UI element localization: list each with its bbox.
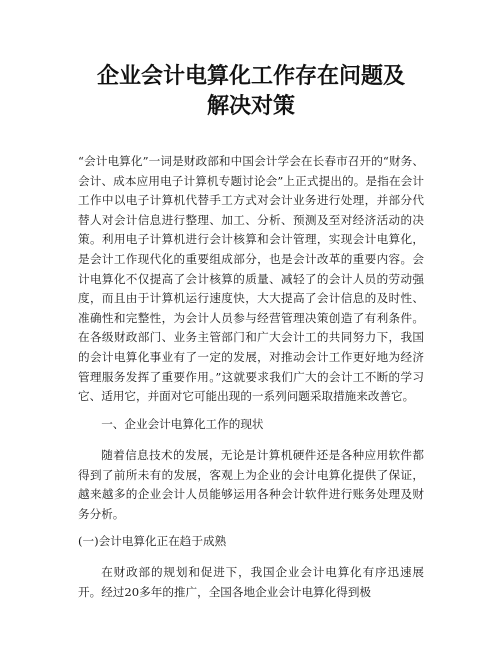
- subsection-paragraph: 在财政部的规划和促进下，我国企业会计电算化有序迅速展开。经过20多年的推广，全国各地企业会计电算化得到极: [78, 565, 424, 600]
- document-body: [78, 152, 424, 603]
- document-title: [78, 62, 424, 122]
- title-line-2: 解决对策: [206, 94, 295, 119]
- intro-paragraph: “会计电算化”一词是财政部和中国会计学会在长春市召开的“财务、会计、成本应用电子计算机专题讨论会”上正式提出的。是指在会计工作中以电子计算机代替手工方式对会计业务进行处理，并部分代替人对会计信息进行整理、加工、分析、预测及至对经济活动的决策。利用电子计算机进行会计核算和会计管理，实现会计电算化，是会计工作现代化的重要组成部分，也是会计改革的重要内容。会计电算化不仅提高了会计核算的质量、减轻了的会计人员的劳动强度，而且由于计算机运行速度快，大大提高了会计信息的及时性、准确性和完整性，为会计人员参与经营管理决策创造了有利条件。在各级财政部门、业务主管部门和广大会计工的共同努力下，我国的会计电算化事业有了一定的发展，对推动会计工作更好地为经济管理服务发挥了重要作用。”这就要求我们广大的会计工不断的学习它、适用它，并面对它可能出现的一系列问题采取措施来改善它。: [78, 154, 424, 404]
- section-paragraph: 随着信息技术的发展，无论是计算机硬件还是各种应用软件都得到了前所未有的发展，客观上为企业的会计电算化提供了保证，越来越多的企业会计人员能够运用各种会计软件进行账务处理及财务分析。: [78, 447, 424, 521]
- subsection-heading: (一)会计电算化正在趋于成熟: [78, 534, 227, 549]
- title-line-1: 企业会计电算化工作存在问题及: [96, 64, 405, 89]
- section-heading: 一、企业会计电算化工作的现状: [101, 416, 264, 431]
